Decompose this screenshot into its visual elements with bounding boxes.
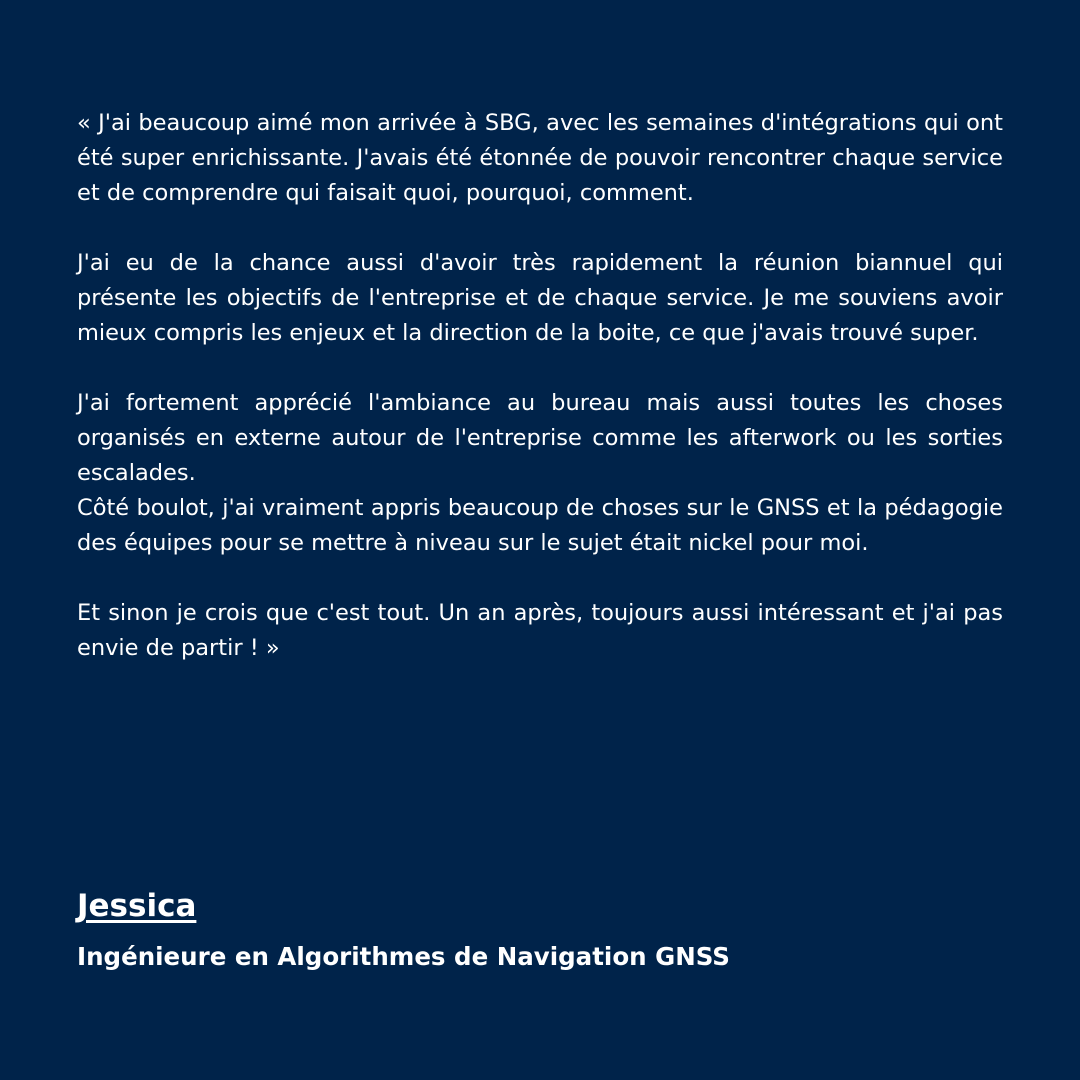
quote-paragraph-5: Et sinon je crois que c'est tout. Un an après, toujours aussi intéressant et j'ai pas envie de partir ! » xyxy=(77,600,1003,661)
quote-paragraph-4: Côté boulot, j'ai vraiment appris beaucoup de choses sur le GNSS et la pédagogie des équipes pour se mettre à niveau sur le sujet était nickel pour moi. xyxy=(77,495,1003,556)
author-role: Ingénieure en Algorithmes de Navigation GNSS xyxy=(77,942,730,971)
author-name: Jessica xyxy=(77,888,197,924)
quote-paragraph-1: « J'ai beaucoup aimé mon arrivée à SBG, avec les semaines d'intégrations qui ont été super enrichissante. J'avais été étonnée de pouvoir rencontrer chaque service et de comprendre qui faisait quoi, pourquoi, comment. xyxy=(77,110,1003,206)
quote-paragraph-3: J'ai fortement apprécié l'ambiance au bureau mais aussi toutes les choses organisés en externe autour de l'entreprise comme les afterwork ou les sorties escalades. xyxy=(77,390,1003,486)
testimonial-quote xyxy=(77,106,1003,666)
quote-paragraph-2: J'ai eu de la chance aussi d'avoir très rapidement la réunion biannuel qui présente les objectifs de l'entreprise et de chaque service. Je me souviens avoir mieux compris les enjeux et la direction de la boite, ce que j'avais trouvé super. xyxy=(77,250,1003,346)
